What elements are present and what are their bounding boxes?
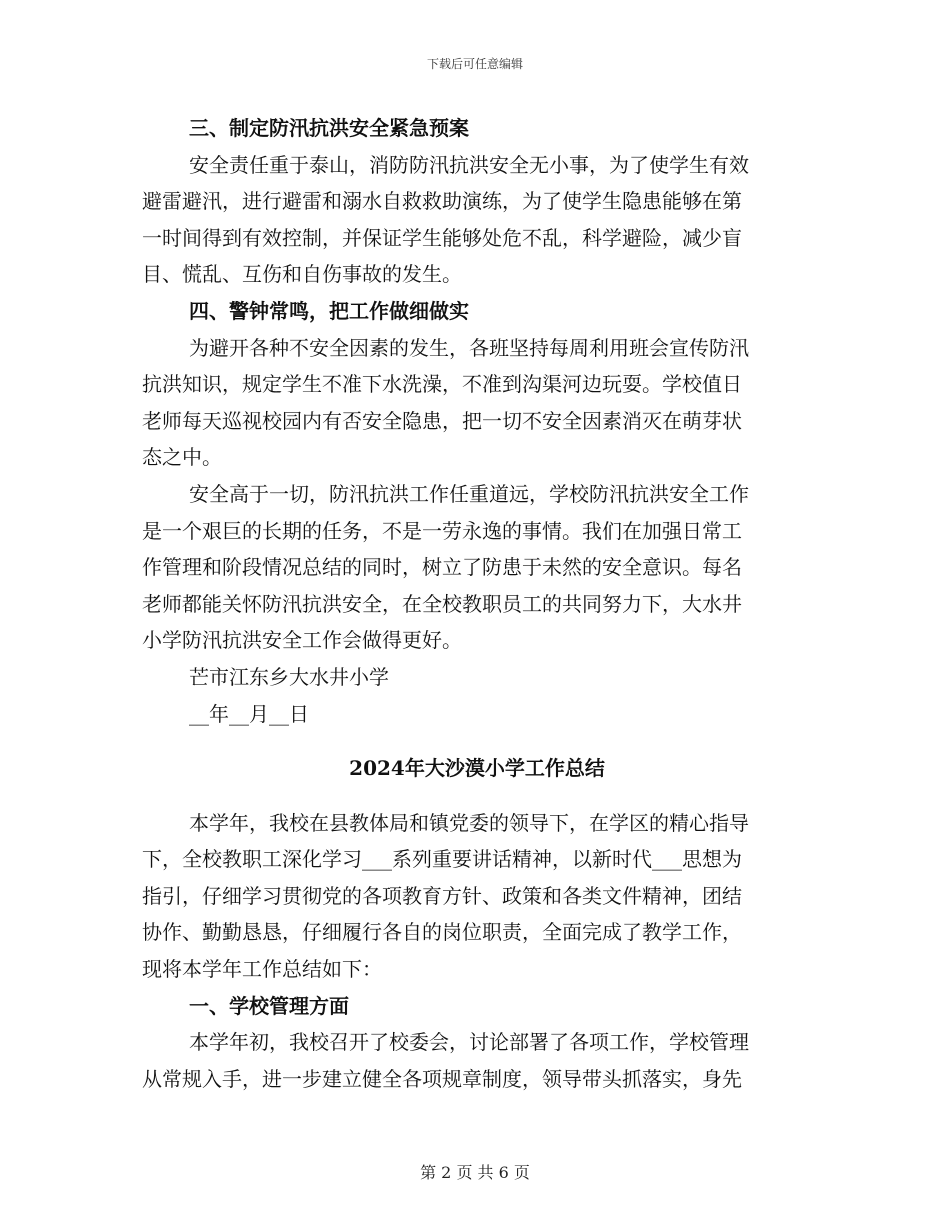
download-note: 下载后可任意编辑	[426, 57, 523, 71]
paragraph-line: 小学防汛抗洪安全工作会做得更好。	[142, 628, 462, 653]
paragraph-line: 从常规入手，进一步建立健全各项规章制度，领导带头抓落实，身先	[142, 1066, 742, 1091]
paragraph-line: 协作、勤勤恳恳，仔细履行各自的岗位职责，全面完成了教学工作，	[142, 920, 742, 945]
paragraph-line: 作管理和阶段情况总结的同时，树立了防患于未然的安全意识。每名	[142, 555, 742, 580]
paragraph-line: 安全责任重于泰山，消防防汛抗洪安全无小事，为了使学生有效	[189, 152, 749, 177]
paragraph-line: 一时间得到有效控制，并保证学生能够处危不乱，科学避险，减少盲	[142, 225, 742, 250]
page-number: 第 2 页 共 6 页	[420, 1163, 530, 1182]
section-heading: 四、警钟常鸣，把工作做细做实	[189, 298, 469, 323]
signature: 芒市江东乡大水井小学	[189, 664, 389, 689]
paragraph-line: 安全高于一切，防汛抗洪工作任重道远，学校防汛抗洪安全工作	[189, 481, 749, 506]
paragraph-line: 指引，仔细学习贯彻党的各项教育方针、政策和各类文件精神，团结	[142, 883, 742, 908]
paragraph-line: 抗洪知识，规定学生不准下水洗澡，不准到沟渠河边玩耍。学校值日	[142, 372, 742, 397]
paragraph-line: 现将本学年工作总结如下：	[142, 957, 382, 982]
report-title: 2024年大沙漠小学工作总结	[349, 756, 605, 781]
paragraph-line: 避雷避汛，进行避雷和溺水自救救助演练，为了使学生隐患能够在第	[142, 189, 742, 214]
paragraph-line: 下，全校教职工深化学习___系列重要讲话精神，以新时代___思想为	[142, 847, 742, 872]
paragraph-line: 目、慌乱、互伤和自伤事故的发生。	[142, 262, 462, 287]
paragraph-line: 本学年，我校在县教体局和镇党委的领导下，在学区的精心指导	[189, 810, 749, 835]
paragraph-line: 态之中。	[142, 445, 222, 470]
section-heading: 三、制定防汛抗洪安全紧急预案	[189, 116, 469, 140]
paragraph-line: 为避开各种不安全因素的发生，各班坚持每周利用班会宣传防汛	[189, 335, 749, 360]
paragraph-line: 老师都能关怀防汛抗洪安全，在全校教职员工的共同努力下，大水井	[142, 591, 742, 616]
document-body	[142, 110, 812, 1097]
section-heading: 一、学校管理方面	[189, 993, 349, 1018]
date-line: __年__月__日	[189, 701, 309, 726]
paragraph-line: 本学年初，我校召开了校委会，讨论部署了各项工作，学校管理	[189, 1030, 749, 1055]
paragraph-line: 是一个艰巨的长期的任务，不是一劳永逸的事情。我们在加强日常工	[142, 518, 742, 543]
paragraph-line: 老师每天巡视校园内有否安全隐患，把一切不安全因素消灭在萌芽状	[142, 408, 742, 433]
